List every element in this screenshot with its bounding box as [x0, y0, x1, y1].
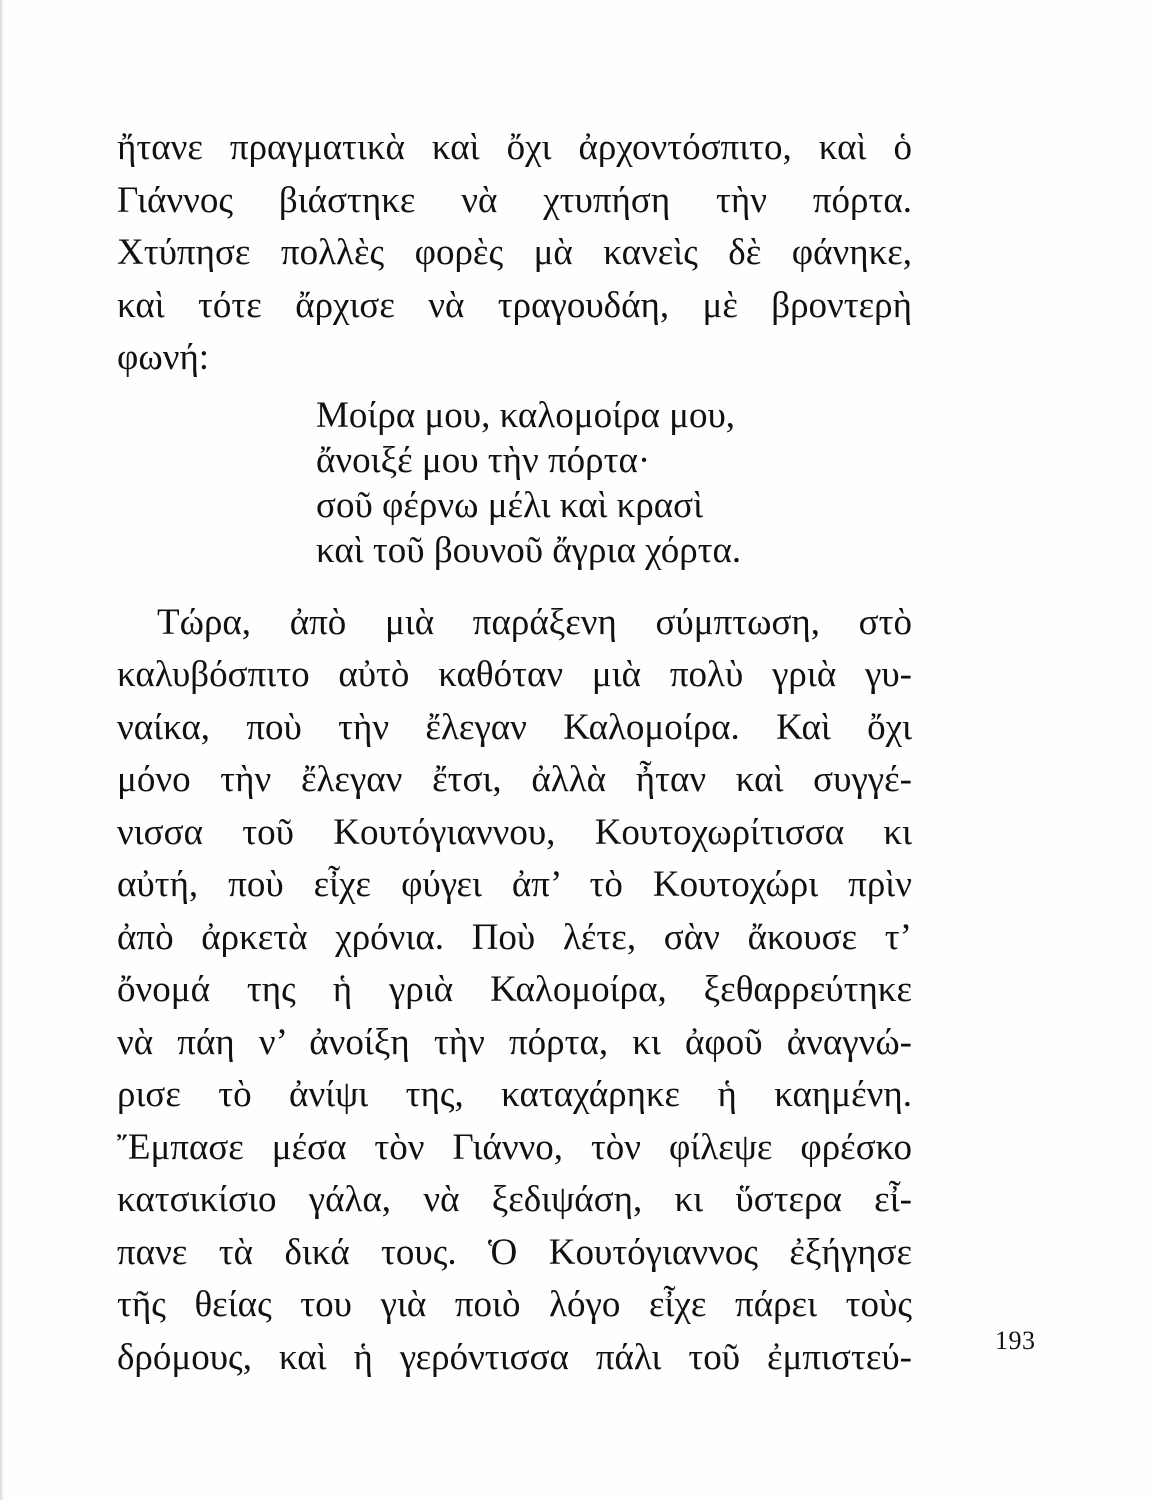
body-text — [117, 122, 912, 1384]
text-line: ἤτανε πραγματικὰ καὶ ὄχι ἀρχοντόσπιτο, καὶ ὁ — [117, 127, 912, 168]
scan-edge-shadow — [0, 0, 4, 1500]
text-line: νισσα τοῦ Κουτόγιαννου, Κουτοχωρίτισσα κι — [117, 811, 912, 853]
verse-line: καὶ τοῦ βουνοῦ ἄγρια χόρτα. — [316, 529, 742, 571]
text-line: αὐτή, ποὺ εἶχε φύγει ἀπ’ τὸ Κουτοχώρι πρὶν — [117, 864, 912, 905]
text-line: Χτύπησε πολλὲς φορὲς μὰ κανεὶς δὲ φάνηκε, — [117, 232, 912, 273]
page-number: 193 — [995, 1326, 1036, 1355]
paragraph-2 — [117, 597, 912, 1385]
verse-line: ἄνοιξέ μου τὴν πόρτα· — [316, 439, 651, 481]
text-line: καλυβόσπιτο αὐτὸ καθόταν μιὰ πολὺ γριὰ γυ- — [117, 654, 912, 695]
text-line: νὰ πάη ν’ ἀνοίξη τὴν πόρτα, κι ἀφοῦ ἀναγνώ- — [117, 1021, 912, 1063]
text-line: φωνή: — [117, 337, 210, 378]
text-line: Γιάννος βιάστηκε νὰ χτυπήση τὴν πόρτα. — [117, 179, 912, 221]
text-line: Ἔμπασε μέσα τὸν Γιάννο, τὸν φίλεψε φρέσκο — [117, 1126, 912, 1168]
verse-line: Μοίρα μου, καλομοίρα μου, — [316, 394, 736, 436]
text-line: δρόμους, καὶ ἡ γερόντισσα πάλι τοῦ ἐμπιστεύ- — [117, 1336, 912, 1378]
verse-line: σοῦ φέρνω μέλι καὶ κρασὶ — [316, 484, 704, 526]
text-line: ἀπὸ ἀρκετὰ χρόνια. Ποὺ λέτε, σὰν ἄκουσε τ’ — [117, 916, 912, 958]
text-line: Τώρα, ἀπὸ μιὰ παράξενη σύμπτωση, στὸ — [157, 601, 912, 643]
text-line: ὄνομά της ἡ γριὰ Καλομοίρα, ξεθαρρεύτηκε — [117, 969, 912, 1010]
text-line: ναίκα, ποὺ τὴν ἔλεγαν Καλομοίρα. Καὶ ὄχι — [117, 706, 912, 748]
text-line: ρισε τὸ ἀνίψι της, καταχάρηκε ἡ καημένη. — [117, 1074, 912, 1115]
verse-block — [316, 393, 912, 573]
text-line: πανε τὰ δικά τους. Ὁ Κουτόγιαννος ἐξήγησε — [117, 1231, 912, 1273]
text-line: τῆς θείας του γιὰ ποιὸ λόγο εἶχε πάρει τοὺς — [117, 1284, 912, 1325]
text-line: κατσικίσιο γάλα, νὰ ξεδιψάση, κι ὕστερα εἶ- — [117, 1179, 912, 1220]
paragraph-1 — [117, 122, 912, 385]
text-line: μόνο τὴν ἔλεγαν ἔτσι, ἀλλὰ ἦταν καὶ συγγέ- — [117, 759, 912, 800]
text-line: καὶ τότε ἄρχισε νὰ τραγουδάη, μὲ βροντερὴ — [117, 284, 912, 326]
